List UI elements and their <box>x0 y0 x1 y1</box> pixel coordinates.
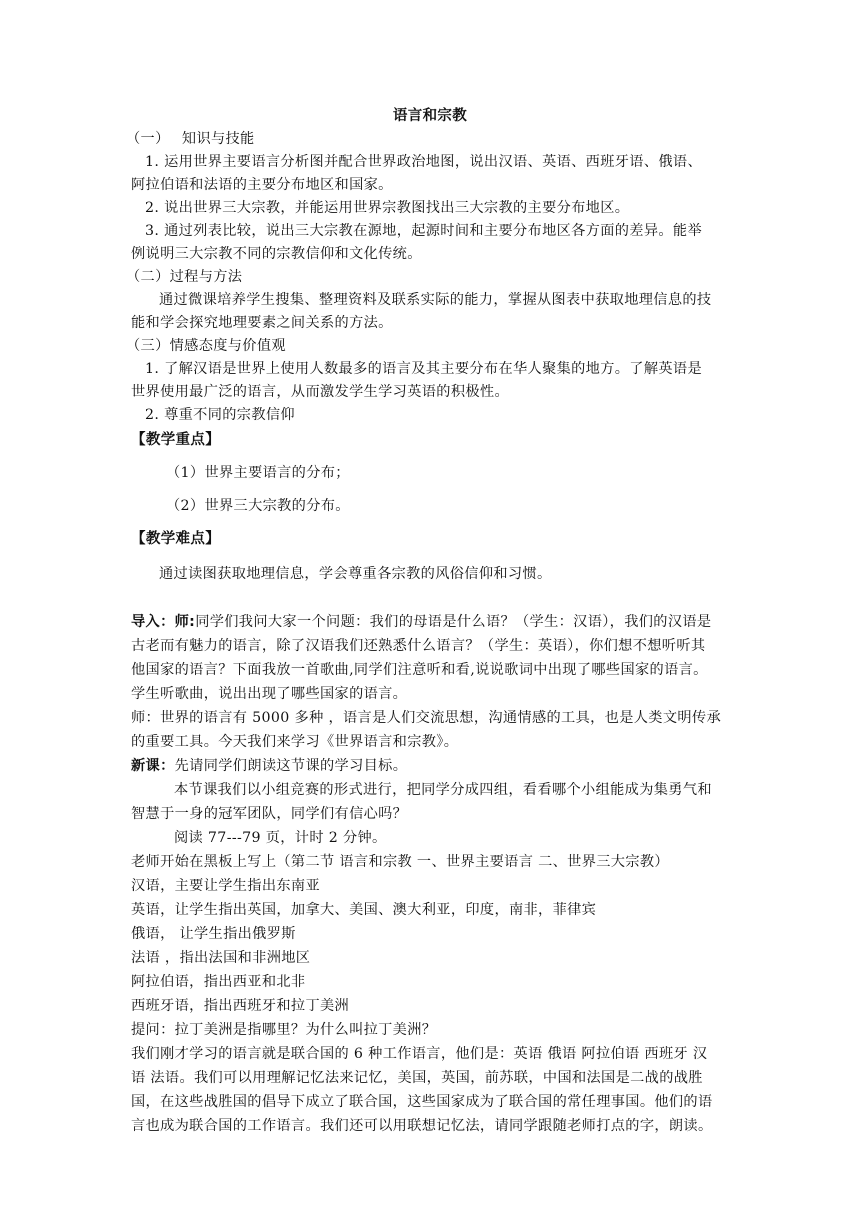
paragraph-line: 智慧于一身的冠军团队，同学们有信心吗？ <box>131 806 408 822</box>
paragraph-line: 老师开始在黑板上写上（第二节 语言和宗教 一、世界主要语言 二、世界三大宗教） <box>131 854 669 870</box>
intro-label: 导入：师: <box>131 614 196 630</box>
page-title: 语言和宗教 <box>392 107 468 124</box>
paragraph-line: 他国家的语言？下面我放一首歌曲,同学们注意听和看,说说歌词中出现了哪些国家的语言。 <box>131 662 708 678</box>
paragraph-line: 例说明三大宗教不同的宗教信仰和文化传统。 <box>131 246 422 262</box>
paragraph-line: 本节课我们以小组竞赛的形式进行，把同学分成四组，看看哪个小组能成为集勇气和 <box>174 782 712 798</box>
paragraph-line: 的重要工具。今天我们来学习《世界语言和宗教》。 <box>131 734 459 750</box>
difficulties-text: 通过读图获取地理信息，学会尊重各宗教的风俗信仰和习惯。 <box>159 566 552 582</box>
paragraph-line: 言也成为联合国的工作语言。我们还可以用联想记忆法，请同学跟随老师打点的字，朗读。 <box>131 1118 713 1134</box>
paragraph-line: 世界使用最广泛的语言，从而激发学生学习英语的积极性。 <box>131 384 509 400</box>
intro-text: 同学们我问大家一个问题：我们的母语是什么语？（学生：汉语），我们的汉语是 <box>195 614 712 630</box>
paragraph-line: 1. 运用世界主要语言分析图并配合世界政治地图，说出汉语、英语、西班牙语、俄语、 <box>145 154 702 170</box>
paragraph-line: 阿拉伯语和法语的主要分布地区和国家。 <box>131 177 393 193</box>
paragraph-line: 阅读 77---79 页，计时 2 分钟。 <box>174 830 387 846</box>
difficulties-heading: 【教学难点】 <box>131 531 221 547</box>
paragraph-line: 2. 说出世界三大宗教，并能运用世界宗教图找出三大宗教的主要分布地区。 <box>145 200 630 216</box>
paragraph-line: 语 法语。我们可以用理解记忆法来记忆，美国，英国，前苏联，中国和法国是二战的战胜 <box>131 1070 703 1086</box>
paragraph-line: 学生听歌曲，说出出现了哪些国家的语言。 <box>131 686 408 702</box>
paragraph-line: 师：世界的语言有 5000 多种 ，语言是人们交流思想，沟通情感的工具，也是人类文明传承 <box>131 710 721 726</box>
paragraph-line: 通过微课培养学生搜集、整理资料及联系实际的能力，掌握从图表中获取地理信息的技 <box>159 292 712 308</box>
key-point-item: （1）世界主要语言的分布； <box>166 465 350 481</box>
new-lesson-line <box>131 756 407 776</box>
list-item: 西班牙语，指出西班牙和拉丁美洲 <box>131 998 350 1014</box>
list-item: 阿拉伯语，指出西亚和北非 <box>131 974 306 990</box>
key-point-item: （2）世界三大宗教的分布。 <box>166 498 350 514</box>
key-points-heading: 【教学重点】 <box>131 432 221 448</box>
paragraph-line: 国，在这些战胜国的倡导下成立了联合国，这些国家成为了联合国的常任理事国。他们的语 <box>131 1094 713 1110</box>
list-item: 法语 ，指出法国和非洲地区 <box>131 950 311 966</box>
question-line: 提问：拉丁美洲是指哪里？为什么叫拉丁美洲？ <box>131 1022 437 1038</box>
paragraph-line: 1. 了解汉语是世界上使用人数最多的语言及其主要分布在华人聚集的地方。了解英语是 <box>145 361 702 377</box>
list-item: 汉语，主要让学生指出东南亚 <box>131 878 320 894</box>
list-item: 俄语， 让学生指出俄罗斯 <box>131 926 296 942</box>
intro-line <box>131 612 711 632</box>
new-lesson-text: 先请同学们朗读这节课的学习目标。 <box>174 758 408 774</box>
section-heading-values: （三）情感态度与价值观 <box>126 338 286 354</box>
paragraph-line: 能和学会探究地理要素之间关系的方法。 <box>131 315 393 331</box>
new-lesson-label: 新课： <box>131 758 175 774</box>
paragraph-line: 2. 尊重不同的宗教信仰 <box>145 407 295 423</box>
paragraph-line: 古老而有魅力的语言，除了汉语我们还熟悉什么语言？（学生：英语），你们想不想听听其 <box>131 638 706 654</box>
section-heading-knowledge: （一） 知识与技能 <box>126 131 255 147</box>
paragraph-line: 3. 通过列表比较，说出三大宗教在源地，起源时间和主要分布地区各方面的差异。能举 <box>145 223 702 239</box>
list-item: 英语，让学生指出英国，加拿大、美国、澳大利亚，印度，南非，菲律宾 <box>131 902 597 918</box>
section-heading-process: （二）过程与方法 <box>126 269 243 285</box>
paragraph-line: 我们刚才学习的语言就是联合国的 6 种工作语言，他们是：英语 俄语 阿拉伯语 西班牙 汉 <box>131 1046 708 1062</box>
